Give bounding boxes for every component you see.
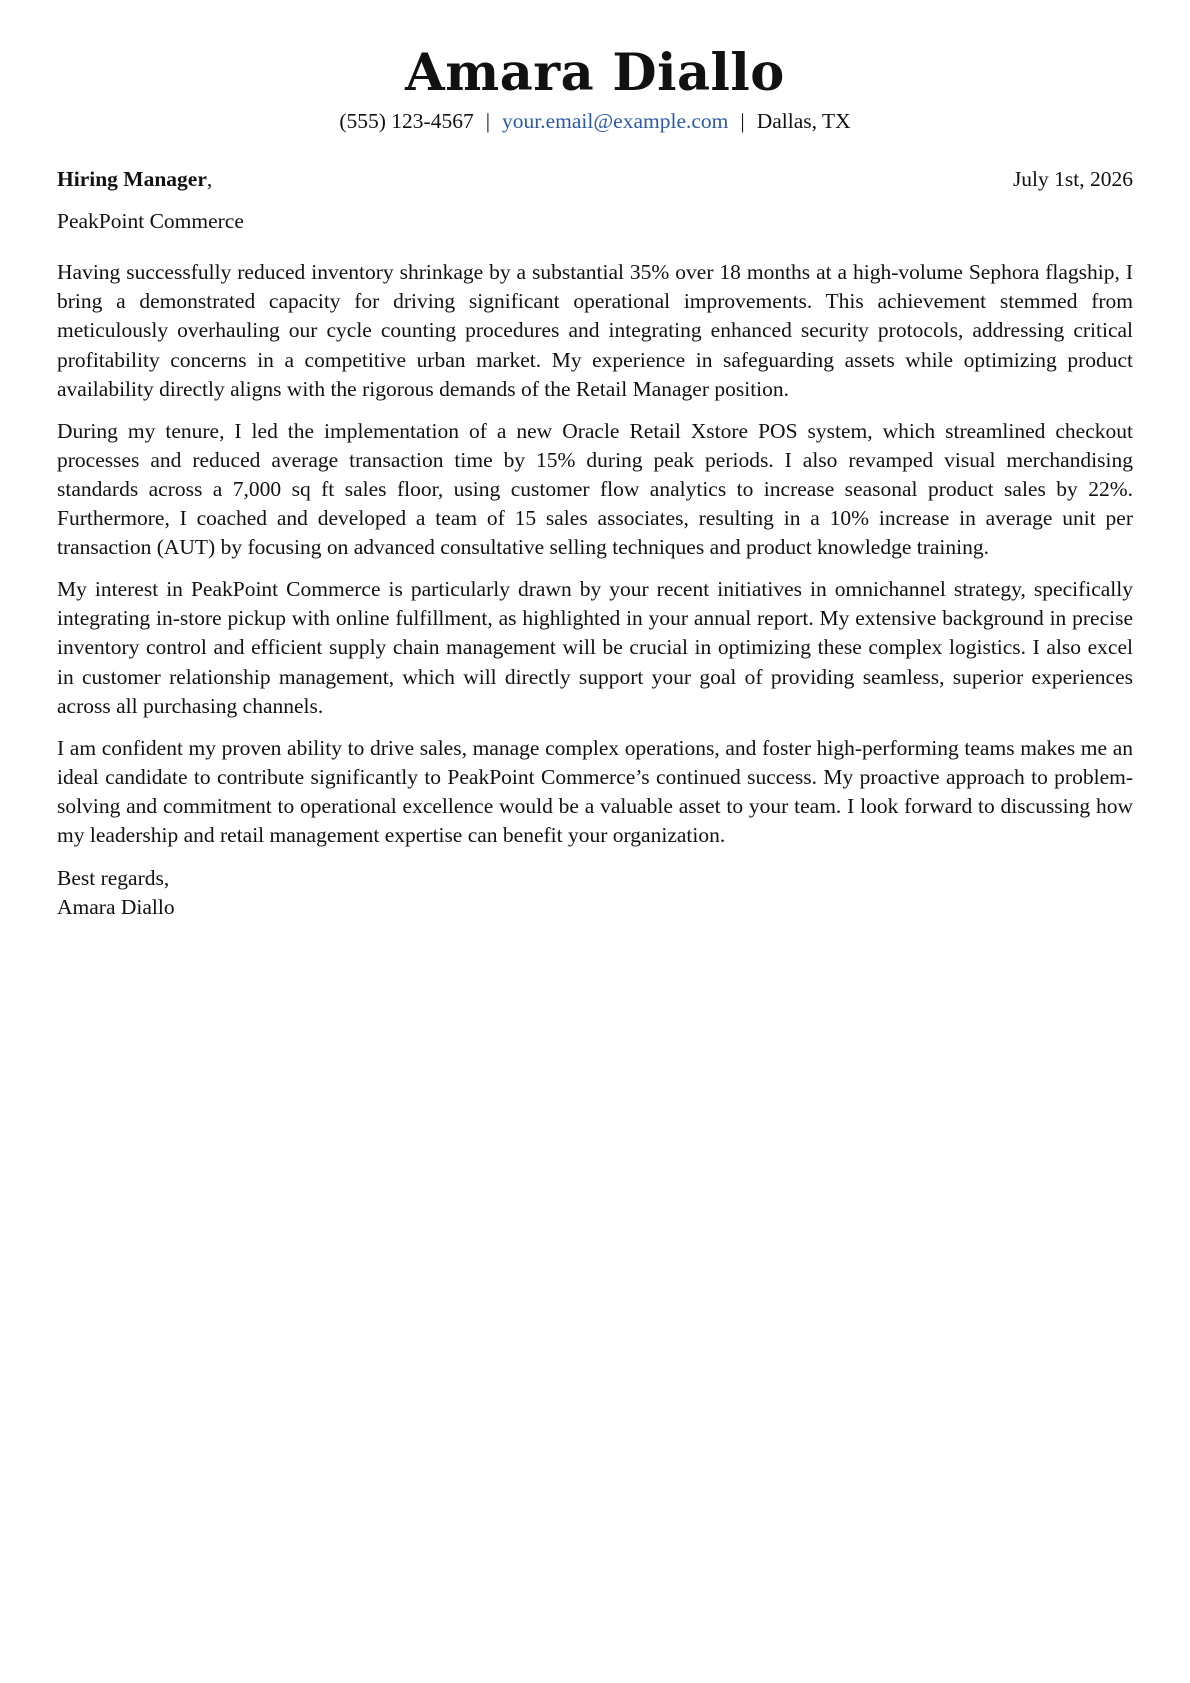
body-paragraph: I am confident my proven ability to drive sales, manage complex operations, and foster high-performing teams makes me an ideal candidate to contribute significantly to PeakPoint Commerce’s continued success. My proactive approach to problem-solving and commitment to operational excellence would be a valuable asset to your team. I look forward to discussing how my leadership and retail management expertise can benefit your organization. [57,735,1133,848]
body-paragraph: My interest in PeakPoint Commerce is particularly drawn by your recent initiatives in omnichannel strategy, specifically integrating in-store pickup with online fulfillment, as highlighted in your annual report. My extensive background in precise inventory control and efficient supply chain management will be crucial in optimizing these complex logistics. I also excel in customer relationship management, which will directly support your goal of providing seamless, superior experiences across all purchasing channels. [57,577,1133,718]
recipient-line [57,164,212,194]
letter-date: July 1st, 2026 [1012,167,1133,191]
recipient-date-row [57,164,1133,194]
phone-number: (555) 123-4567 [339,109,474,133]
letter-body [57,258,1133,850]
email-link[interactable]: your.email@example.com [502,109,729,133]
closing-phrase: Best regards, [57,866,170,891]
signature-name: Amara Diallo [57,895,175,920]
contact-separator: | [485,109,491,133]
body-paragraph: During my tenure, I led the implementation of a new Oracle Retail Xstore POS system, which streamlined checkout processes and reduced average transaction time by 15% during peak periods. I also revamped visual merchandising standards across a 7,000 sq ft sales floor, using customer flow analytics to increase seasonal product sales by 22%. Furthermore, I coached and developed a team of 15 sales associates, resulting in a 10% increase in average unit per transaction (AUT) by focusing on advanced consultative selling techniques and product knowledge training. [57,418,1133,560]
applicant-name: Amara Diallo [405,43,785,103]
recipient-comma: , [206,167,213,191]
location: Dallas, TX [756,109,851,133]
recipient-name: Hiring Manager [57,167,207,191]
closing-block [57,864,1133,922]
contact-separator: | [740,109,745,133]
company-name: PeakPoint Commerce [57,209,244,233]
body-paragraph: Having successfully reduced inventory shrinkage by a substantial 35% over 18 months at a high-volume Sephora flagship, I bring a demonstrated capacity for driving significant operational improvements. This achievement stemmed from meticulously overhauling our cycle counting procedures and integrating enhanced security protocols, addressing critical profitability concerns in a competitive urban market. My experience in safeguarding assets while optimizing product availability directly aligns with the rigorous demands of the Retail Manager position. [57,260,1133,401]
contact-line [57,106,1133,136]
